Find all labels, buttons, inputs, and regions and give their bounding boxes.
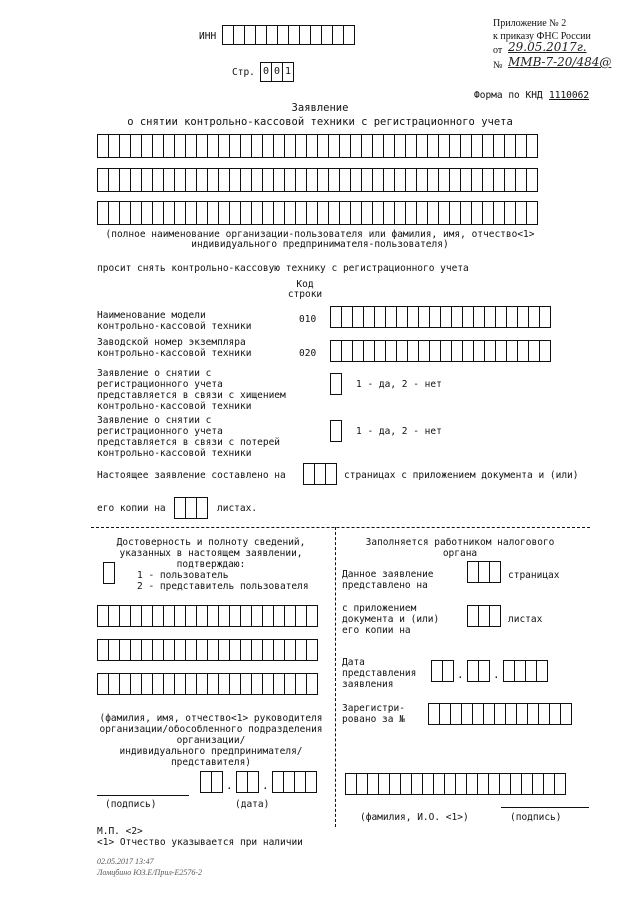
- stamp-note: М.П. <2>: [97, 826, 143, 837]
- attached-line3: его копии на: [342, 625, 411, 636]
- date-cell[interactable]: [442, 660, 454, 682]
- right-signature-label: (подпись): [510, 812, 562, 823]
- copies-text-prefix: его копии на: [97, 503, 166, 514]
- section-divider: [91, 527, 590, 528]
- signer-name-cell[interactable]: [306, 639, 318, 661]
- theft-line1: Заявление о снятии с: [97, 368, 212, 379]
- appendix-line1: Приложение № 2: [493, 18, 567, 29]
- confirmer-type-checkbox[interactable]: [103, 562, 114, 584]
- tax-header-line1: Заполняется работником налогового: [365, 537, 555, 548]
- tax-pages-cell[interactable]: [489, 561, 501, 583]
- copies-cell[interactable]: [196, 497, 208, 519]
- left-date-label: (дата): [235, 799, 270, 810]
- loss-line2: регистрационного учета: [97, 426, 223, 437]
- page-label: Стр.: [232, 67, 255, 78]
- appendix-line2: к приказу ФНС России: [493, 31, 591, 42]
- org-name-row[interactable]: [97, 168, 537, 192]
- date-part[interactable]: [272, 771, 316, 793]
- theft-cell[interactable]: [330, 373, 342, 395]
- org-name-cell[interactable]: [526, 201, 538, 225]
- date-line2: представления: [342, 668, 417, 679]
- print-stamp-line1: 02.05.2017 13:47: [97, 857, 154, 866]
- date-line1: Дата: [342, 657, 365, 668]
- inn-label: ИНН: [199, 31, 217, 42]
- loss-cell[interactable]: [330, 420, 342, 442]
- model-label-line1: Наименование модели: [97, 310, 206, 321]
- signer-name-row[interactable]: [97, 639, 317, 661]
- loss-line1: Заявление о снятии с: [97, 415, 212, 426]
- reg-line1: Зарегистри-: [342, 703, 405, 714]
- submitted-line2: представлено на: [342, 580, 428, 591]
- signer-name-row[interactable]: [97, 673, 317, 695]
- appendix-date: 29.05.2017г.: [508, 40, 587, 54]
- name-caption-line3: организации/: [176, 735, 246, 746]
- page-number-cells: [260, 62, 293, 82]
- serial-cell[interactable]: [539, 340, 551, 362]
- code-header-line2: строки: [287, 289, 323, 300]
- name-caption-line1: (фамилия, имя, отчество<1> руководителя: [99, 713, 323, 724]
- attached-line2: документа и (или): [342, 614, 440, 625]
- model-cell[interactable]: [539, 306, 551, 328]
- attached-line1: с приложением: [342, 603, 417, 614]
- tax-signature-line: [501, 807, 589, 808]
- date-part[interactable]: [503, 660, 547, 682]
- date-cell[interactable]: [478, 660, 490, 682]
- page-digit: 1: [282, 62, 294, 82]
- panel-divider: [335, 527, 336, 827]
- attached-suffix: листах: [508, 614, 543, 625]
- signature-line: [97, 795, 189, 796]
- tax-officer-name-input[interactable]: [345, 773, 565, 795]
- date-separator: .: [262, 779, 269, 792]
- inn-cells[interactable]: [222, 25, 354, 45]
- reg-cell[interactable]: [560, 703, 572, 725]
- fio-cell[interactable]: [554, 773, 566, 795]
- pages-cell[interactable]: [325, 463, 337, 485]
- name-caption-line2: организации/обособленного подразделения: [99, 724, 323, 735]
- date-separator: .: [493, 668, 500, 681]
- date-part[interactable]: [467, 660, 489, 682]
- date-separator: .: [457, 668, 464, 681]
- org-caption-line1: (полное наименование организации-пользователя или фамилия, имя, отчество<1>: [105, 229, 535, 240]
- model-name-input[interactable]: [330, 306, 550, 328]
- loss-line3: представляется в связи с потерей: [97, 437, 281, 448]
- document-subtitle: о снятии контрольно-кассовой техники с регистрационного учета: [127, 116, 513, 128]
- theft-checkbox[interactable]: [330, 373, 341, 395]
- pages-count-input[interactable]: [303, 463, 336, 485]
- fio-label: (фамилия, И.О. <1>): [360, 812, 469, 823]
- left-signature-label: (подпись): [105, 799, 157, 810]
- date-line3: заявления: [342, 679, 394, 690]
- tax-header-line2: органа: [442, 548, 478, 559]
- tax-sheets-cell[interactable]: [489, 605, 501, 627]
- form-code-label: Форма по КНД: [474, 90, 543, 101]
- org-name-row[interactable]: [97, 201, 537, 225]
- date-part[interactable]: [236, 771, 258, 793]
- serial-number-input[interactable]: [330, 340, 550, 362]
- loss-line4: контрольно-кассовой техники: [97, 448, 252, 459]
- date-separator: .: [226, 779, 233, 792]
- theft-hint: 1 - да, 2 - нет: [356, 379, 442, 390]
- page-digit: 0: [260, 62, 272, 82]
- reg-line2: ровано за №: [342, 714, 405, 725]
- date-part[interactable]: [431, 660, 453, 682]
- option-user: 1 - пользователь: [137, 570, 229, 581]
- tax-sheets-input[interactable]: [467, 605, 500, 627]
- theft-line4: контрольно-кассовой техники: [97, 401, 252, 412]
- date-part[interactable]: [200, 771, 222, 793]
- code-header-line1: Код: [296, 279, 314, 290]
- date-cell[interactable]: [305, 771, 317, 793]
- print-stamp-line2: Ломцбино ЮЗ.Е/Прил-Е2576-2: [97, 868, 203, 877]
- option-representative: 2 - представитель пользователя: [137, 581, 309, 592]
- form-code: 1110062: [549, 90, 590, 101]
- name-caption-line4: индивидуального предпринимателя/: [119, 746, 303, 757]
- confirm-header-line3: подтверждаю:: [176, 559, 246, 570]
- org-name-cell[interactable]: [526, 168, 538, 192]
- tax-pages-input[interactable]: [467, 561, 500, 583]
- date-cell[interactable]: [211, 771, 223, 793]
- theft-line2: регистрационного учета: [97, 379, 223, 390]
- serial-label-line1: Заводской номер экземпляра: [97, 337, 246, 348]
- loss-checkbox[interactable]: [330, 420, 341, 442]
- confirm-header-line2: указанных в настоящем заявлении,: [119, 548, 303, 559]
- confirm-header-line1: Достоверность и полноту сведений,: [116, 537, 306, 548]
- model-code: 010: [299, 314, 317, 325]
- document-title: Заявление: [291, 102, 349, 114]
- serial-code: 020: [299, 348, 317, 359]
- org-name-cell[interactable]: [526, 134, 538, 158]
- inn-cell[interactable]: [343, 25, 355, 45]
- copies-count-input[interactable]: [174, 497, 207, 519]
- serial-label-line2: контрольно-кассовой техники: [97, 348, 252, 359]
- date-cell[interactable]: [247, 771, 259, 793]
- org-caption-line2: индивидуального предпринимателя-пользователя): [191, 239, 449, 250]
- pages-text-suffix: страницах с приложением документа и (или): [344, 470, 579, 481]
- patronymic-note: <1> Отчество указывается при наличии: [97, 837, 303, 848]
- signer-name-row[interactable]: [97, 605, 317, 627]
- confirmer-cell[interactable]: [103, 562, 115, 584]
- name-caption-line5: представителя): [170, 757, 252, 768]
- appendix-line4-prefix: №: [493, 60, 503, 71]
- model-label-line2: контрольно-кассовой техники: [97, 321, 252, 332]
- loss-hint: 1 - да, 2 - нет: [356, 426, 442, 437]
- request-text: просит снять контрольно-кассовую технику с регистрационного учета: [97, 263, 469, 274]
- copies-text-suffix: листах.: [217, 503, 258, 514]
- signer-name-cell[interactable]: [306, 605, 318, 627]
- org-name-row[interactable]: [97, 134, 537, 158]
- pages-text-prefix: Настоящее заявление составлено на: [97, 470, 286, 481]
- submitted-suffix: страницах: [508, 570, 560, 581]
- appendix-line3-prefix: от: [493, 45, 503, 56]
- date-cell[interactable]: [536, 660, 548, 682]
- signer-name-cell[interactable]: [306, 673, 318, 695]
- registration-number-input[interactable]: [428, 703, 571, 725]
- submitted-line1: Данное заявление: [342, 569, 434, 580]
- page-digit: 0: [271, 62, 283, 82]
- theft-line3: представляется в связи с хищением: [97, 390, 286, 401]
- appendix-number: ММВ-7-20/484@: [508, 55, 612, 69]
